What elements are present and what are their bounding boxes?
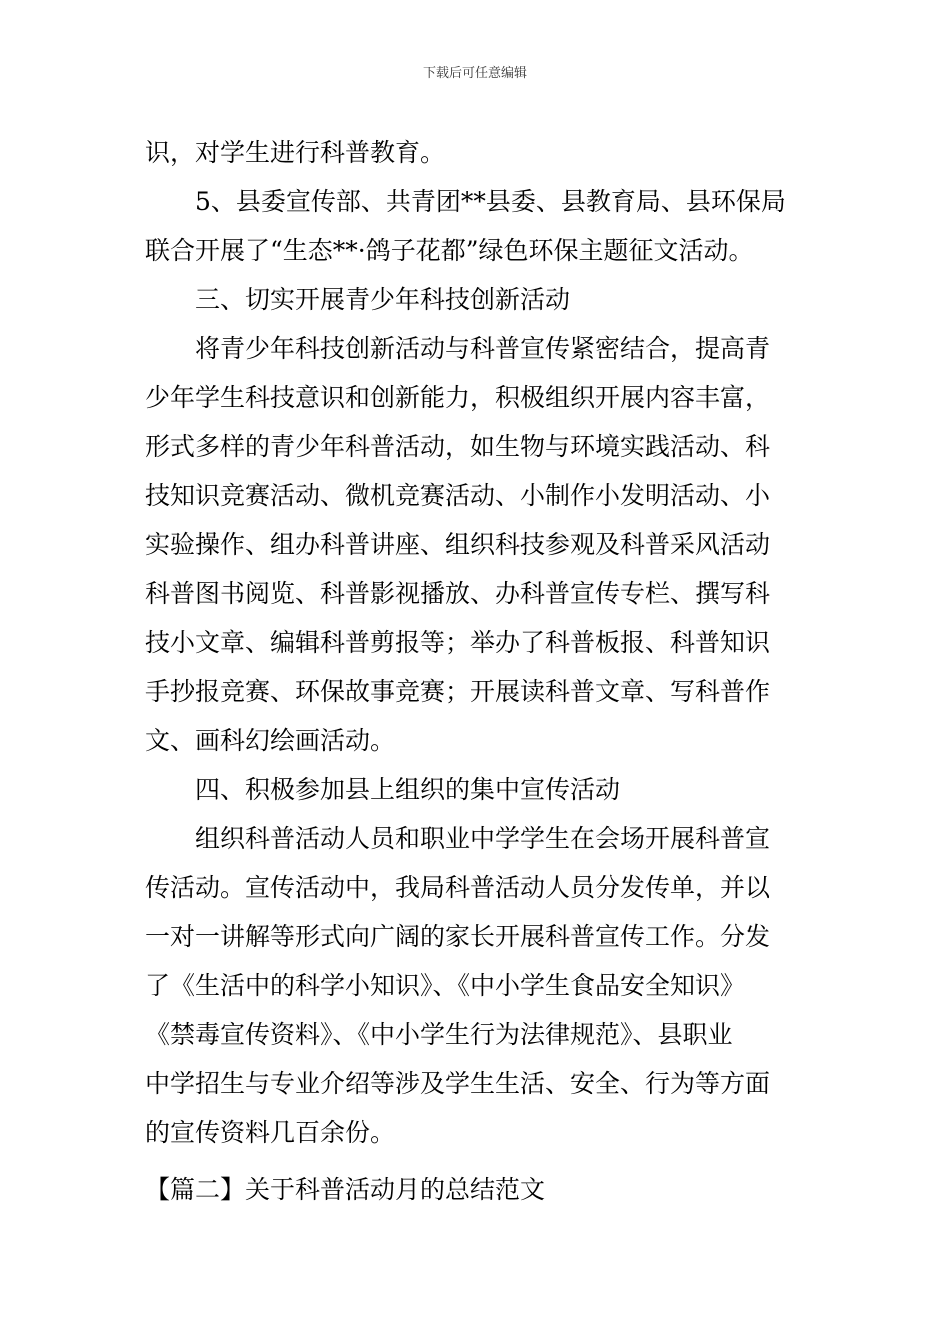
body-line: 的宣传资料几百余份。 [145, 1118, 396, 1147]
section-heading: 三、切实开展青少年科技创新活动 [195, 285, 571, 314]
body-line: 联合开展了“生态**·鸽子花都”绿色环保主题征文活动。 [145, 236, 754, 265]
body-line: 文、画科幻绘画活动。 [145, 726, 396, 755]
body-line: 一对一讲解等形式向广阔的家长开展科普宣传工作。分发 [145, 922, 771, 951]
body-line: 技小文章、编辑科普剪报等；举办了科普板报、科普知识 [145, 628, 771, 657]
section-heading: 四、积极参加县上组织的集中宣传活动 [195, 775, 621, 804]
body-line: 将青少年科技创新活动与科普宣传紧密结合，提高青 [195, 334, 771, 363]
document-body [145, 128, 810, 1157]
body-line: 5、县委宣传部、共青团**县委、县教育局、县环保局 [195, 187, 786, 216]
page-header-note: 下载后可任意编辑 [422, 66, 527, 81]
body-line: 传活动。宣传活动中，我局科普活动人员分发传单，并以 [145, 873, 771, 902]
body-line: 组织科普活动人员和职业中学学生在会场开展科普宣 [195, 824, 771, 853]
body-line: 识，对学生进行科普教育。 [145, 138, 446, 167]
body-line: 少年学生科技意识和创新能力，积极组织开展内容丰富， [145, 383, 771, 412]
body-line: 了《生活中的科学小知识》、《中小学生食品安全知识》 [145, 971, 746, 1000]
body-line: 手抄报竞赛、环保故事竞赛；开展读科普文章、写科普作 [145, 677, 771, 706]
body-line: 实验操作、组办科普讲座、组织科技参观及科普采风活动 [145, 530, 771, 559]
article-section-title: 【篇二】关于科普活动月的总结范文 [145, 1175, 546, 1204]
body-line: 《禁毒宣传资料》、《中小学生行为法律规范》、县职业 [145, 1020, 733, 1049]
body-line: 中学招生与专业介绍等涉及学生生活、安全、行为等方面 [145, 1069, 771, 1098]
body-line: 技知识竞赛活动、微机竞赛活动、小制作小发明活动、小 [145, 481, 771, 510]
body-line: 形式多样的青少年科普活动，如生物与环境实践活动、科 [145, 432, 771, 461]
body-line: 科普图书阅览、科普影视播放、办科普宣传专栏、撰写科 [145, 579, 771, 608]
